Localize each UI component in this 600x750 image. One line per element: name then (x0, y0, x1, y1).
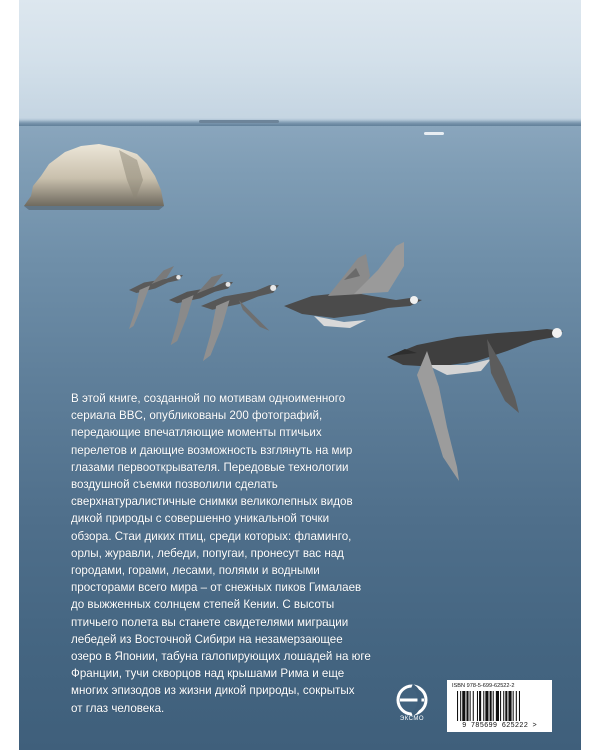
blurb-line: озеро в Японии, табуна галопирующих лошадей на юге (71, 650, 371, 664)
blurb-line: лебедей из Восточной Сибири на незамерзающее (71, 632, 343, 646)
blurb-line: многих эпизодов из жизни дикой природы, сокрытых (71, 684, 355, 698)
blurb-line: просторами всего мира – от снежных пиков Гималаев (71, 581, 362, 595)
barcode-icon (449, 691, 550, 721)
barcode-digits: 9 785699 625222 > (462, 722, 537, 730)
blurb-line: обзора. Стаи диких птиц, среди которых: фламинго, (71, 529, 352, 543)
isbn-text: ISBN 978-5-699-62522-2 (452, 683, 515, 689)
blurb-line: перелетов и дающие возможность взглянуть на мир (71, 443, 353, 457)
blurb-line: орлы, журавли, лебеди, попугаи, пронесут вас над (71, 546, 344, 560)
blurb-line: В этой книге, созданной по мотивам одноименного (71, 392, 346, 405)
barcode (447, 680, 552, 732)
blurb-line: глазами первооткрывателя. Передовые технологии (71, 460, 349, 474)
blurb-line: передающие впечатляющие моменты птичьих (71, 426, 322, 440)
blurb-line: птичьего полета вы станете свидетелями миграции (71, 615, 349, 629)
blurb-line: городами, горами, лесами, полями и водными (71, 564, 320, 578)
goose-4 (284, 242, 422, 328)
rock-island (24, 144, 164, 210)
back-cover (19, 0, 581, 750)
blurb-line: сериала BBC, опубликованы 200 фотографий, (71, 409, 323, 423)
goose-3 (201, 285, 279, 361)
blurb-line: Франции, тучи скворцов над крышами Рима и еще (71, 667, 345, 681)
blurb-line: дикой природы с совершенно уникальной точки (71, 512, 330, 526)
blurb-text (71, 390, 441, 717)
blurb-line: от глаз человека. (71, 701, 165, 715)
publisher-name: ЭКСМО (399, 716, 425, 722)
blurb-line: до выжженных солнцем степей Кении. С высоты (71, 598, 335, 612)
blurb-line: сверхнатуралистичные снимки великолепных видов (71, 495, 353, 509)
blurb-line: воздушной съемки позволили сделать (71, 478, 278, 492)
eksmo-logo-icon (392, 684, 432, 734)
